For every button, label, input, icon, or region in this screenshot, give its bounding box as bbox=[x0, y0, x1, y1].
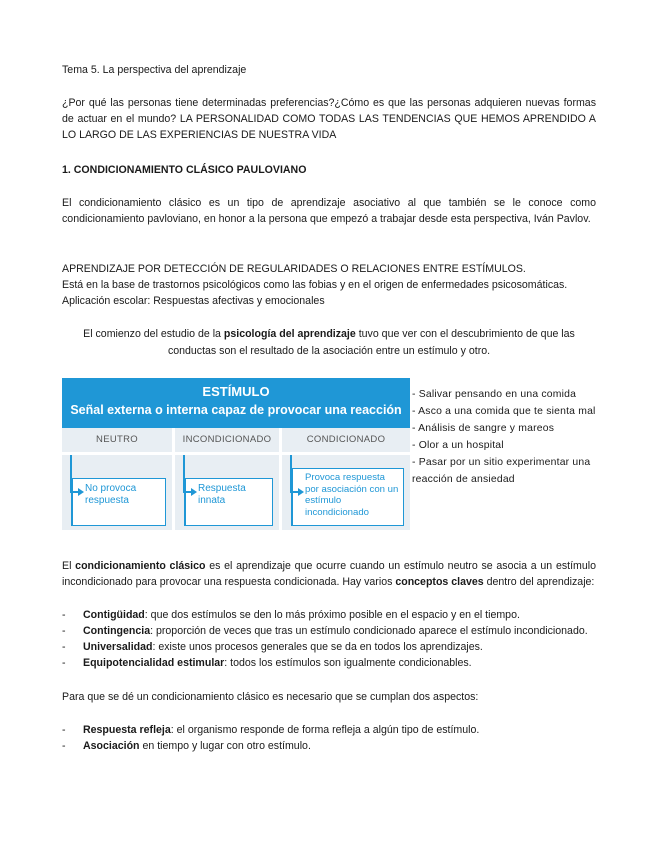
cc-mid: es el aprendizaje que ocurre cuando un estímulo neutro se asocia a un estímulo incondicionado para provocar una respuesta condicionada. Hay varios bbox=[62, 560, 596, 588]
concept-text: : todos los estímulos son igualmente condicionables. bbox=[224, 657, 472, 669]
concept-text: : que dos estímulos se den lo más próximo posible en el espacio y en el tiempo. bbox=[144, 609, 520, 621]
list-dash: - bbox=[62, 740, 66, 752]
example-item: - Análisis de sangre y mareos bbox=[412, 423, 555, 434]
list-dash: - bbox=[62, 724, 66, 736]
concept-term: Contigüidad bbox=[83, 609, 145, 621]
diagram-header bbox=[62, 378, 410, 428]
cc-bold: condicionamiento clásico bbox=[75, 560, 206, 572]
cc-pre: El bbox=[62, 560, 76, 572]
example-item: - Asco a una comida que te sienta mal bbox=[412, 406, 596, 417]
arrow-right-icon bbox=[191, 488, 197, 496]
cc-bold-2: conceptos claves bbox=[395, 576, 484, 588]
column-divider bbox=[62, 452, 172, 455]
diagram-subtitle: Señal externa o interna capaz de provocar una reacción bbox=[70, 403, 402, 417]
example-item: - Pasar por un sitio experimentar una reacción de ansiedad bbox=[412, 457, 591, 485]
list-item bbox=[62, 722, 596, 738]
concept-text: : existe unos procesos generales que se da en todos los aprendizajes. bbox=[152, 641, 483, 653]
detection-line-1: APRENDIZAJE POR DETECCIÓN DE REGULARIDADES O RELACIONES ENTRE ESTÍMULOS. bbox=[62, 263, 526, 275]
examples-list bbox=[412, 386, 598, 488]
centered-line-1 bbox=[62, 326, 596, 342]
list-item bbox=[62, 655, 596, 671]
column-divider bbox=[175, 452, 279, 455]
column-box: Respuesta innata bbox=[184, 478, 273, 526]
requirement-term: Respuesta refleja bbox=[83, 724, 171, 736]
diagram-title: ESTÍMULO bbox=[202, 384, 270, 399]
requirements-intro: Para que se dé un condicionamiento clásico es necesario que se cumplan dos aspectos: bbox=[62, 691, 479, 703]
centered-pre: El comienzo del estudio de la bbox=[83, 328, 224, 340]
example-item: - Olor a un hospital bbox=[412, 440, 504, 451]
column-label: NEUTRO bbox=[96, 434, 138, 445]
requirement-term: Asociación bbox=[83, 740, 140, 752]
concepts-list bbox=[62, 607, 596, 671]
example-item: - Salivar pensando en una comida bbox=[412, 389, 577, 400]
list-item bbox=[62, 623, 596, 639]
list-dash: - bbox=[62, 657, 66, 669]
diagram-column-neutro bbox=[62, 428, 172, 530]
detection-line-2: Está en la base de trastornos psicológicos como las fobias y en el origen de enfermedades psicosomáticas. bbox=[62, 279, 568, 291]
stimulus-diagram bbox=[62, 378, 410, 530]
detection-line-3: Aplicación escolar: Respuestas afectivas y emocionales bbox=[62, 295, 325, 307]
list-dash: - bbox=[62, 641, 66, 653]
cc-post: dentro del aprendizaje: bbox=[483, 576, 595, 588]
concept-term: Universalidad bbox=[83, 641, 153, 653]
list-item bbox=[62, 738, 596, 754]
page-heading: Tema 5. La perspectiva del aprendizaje bbox=[62, 64, 247, 76]
intro-question: ¿Por qué las personas tiene determinadas preferencias?¿Cómo es que las personas adquieren nuevas formas de actuar en el mundo? LA PERSONALIDAD COMO TODAS LAS TENDENCIAS QUE HEMOS APRENDIDO A LO LARGO DE LAS EXPERIENCIAS DE NUESTRA VIDA bbox=[62, 97, 596, 141]
list-item bbox=[62, 639, 596, 655]
column-box: Provoca respuesta por asociación con un estímulo incondicionado bbox=[291, 468, 404, 526]
classical-conditioning-paragraph bbox=[62, 558, 596, 590]
arrow-right-icon bbox=[78, 488, 84, 496]
definition-paragraph: El condicionamiento clásico es un tipo de aprendizaje asociativo al que también se le conoce como condicionamiento pavloviano, en honor a la persona que empezó a trabajar desde esta perspectiva, Iván Pavlov. bbox=[62, 197, 596, 225]
list-dash: - bbox=[62, 625, 66, 637]
section-title: 1. CONDICIONAMIENTO CLÁSICO PAULOVIANO bbox=[62, 164, 307, 176]
column-label: INCONDICIONADO bbox=[182, 434, 272, 445]
concept-text: : proporción de veces que tras un estímulo condicionado aparece el estímulo incondicionado. bbox=[150, 625, 588, 637]
list-item bbox=[62, 607, 596, 623]
requirement-text: : el organismo responde de forma refleja a algún tipo de estímulo. bbox=[170, 724, 480, 736]
concept-term: Equipotencialidad estimular bbox=[83, 657, 225, 669]
column-label: CONDICIONADO bbox=[306, 434, 386, 445]
requirement-text: en tiempo y lugar con otro estímulo. bbox=[139, 740, 311, 752]
centered-line-2: conductas son el resultado de la asociación entre un estímulo y otro. bbox=[167, 345, 491, 357]
centered-bold: psicología del aprendizaje bbox=[223, 328, 356, 340]
column-box: No provoca respuesta bbox=[71, 478, 166, 526]
diagram-column-incondicionado bbox=[175, 428, 279, 530]
list-dash: - bbox=[62, 609, 66, 621]
diagram-column-condicionado bbox=[282, 428, 410, 530]
column-divider bbox=[282, 452, 410, 455]
requirements-list bbox=[62, 722, 596, 754]
arrow-right-icon bbox=[298, 488, 304, 496]
concept-term: Contingencia bbox=[83, 625, 151, 637]
centered-post: tuvo que ver con el descubrimiento de que las bbox=[355, 328, 575, 340]
